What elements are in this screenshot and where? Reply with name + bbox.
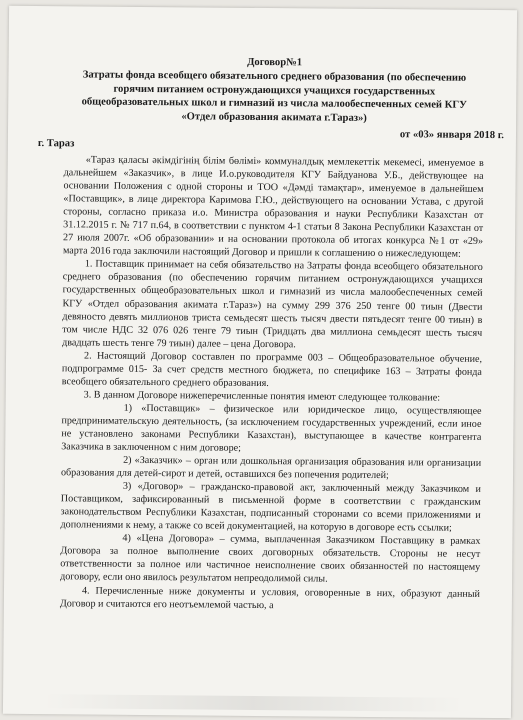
- clause-1: 1. Поставщик принимает на себя обязательство на Затраты фонда всеобщего обязательного среднего образования (по обеспечению горячим питанием остронуждающихся учащихся государственных общеобразовательных школ и гимназий из числа малообеспеченных семей КГУ «Отдел образования акимата г.Тараз») на сумму 299 376 250 тенге 00 тиын (Двести девяносто девять миллионов триста семьдесят шесть тысяч двести пятьдесят тенге 00 тиын) в том числе НДС 32 076 026 тенге 79 тиын (Тридцать два миллиона семьдесят шесть тысяч двадцать шесть тенге 79 тиын) далее – цена Договора.: [62, 258, 483, 350]
- contract-city: г. Тараз: [37, 138, 75, 150]
- definition-contract-price: 4) «Цена Договора» – сумма, выплаченная Заказчиком Поставщику в рамках Договора за полное выполнение своих договорных обязательств. Стороны не несут ответственности за полное или частичное неисполнение своих обязанностей по настоящему договору, если оно явилось результатом непреодолимой силы.: [60, 533, 481, 586]
- definition-contract: 3) «Договор» – гражданско-правовой акт, заключенный между Заказчиком и Поставщиком, зафиксированный в письменной форме в соответствии с гражданским законодательством Республики Казахстан, подписанный сторонами со всеми приложениями и дополнениями к нему, а также со всей документацией, на которую в договоре есть ссылки;: [60, 480, 481, 534]
- contract-date: от «03» января 2018 г.: [399, 129, 505, 142]
- clause-2: 2. Настоящий Договор составлен по программе 003 – Общеобразовательное обучение, подпрограмме 015- За счет средств местного бюджета, по специфике 163 – Затраты фонда всеобщего обязательного среднего образования.: [61, 350, 483, 389]
- contract-number: Договор№1: [247, 56, 303, 69]
- document-page: [3, 6, 517, 718]
- preamble-paragraph: «Тараз қаласы әкімдігінің білім бөлімі» коммуналдық мемлекеттік мекемесі, именуемое в дальнейшем «Заказчик», в лице И.о.руководителя КГУ Байдуанова У.Б., действующее на основании Положения с одной стороны и ТОО «Дәмді тамақтар», именуемое в дальнейшем «Поставщик», в лице директора Каримова Г.Ю., действующего на основании Устава, с другой стороны, согласно приказа и.о. Министра образования и науки Республики Казахстан от 31.12.2015 г. № 717 п.64, в соответствии с пунктом 4-1 статьи 8 Закона Республики Казахстан от 27 июля 2007г. «Об образовании» и на основании протокола об итогах конкурса №1 от «29» марта 2016 года заключили настоящий Договор и пришли к соглашению о нижеследующем:: [62, 154, 484, 261]
- definition-supplier: 1) «Поставщик» – физическое или юридическое лицо, осуществляющее предпринимательскую деятельность, (за исключением государственных учреждений, если иное не установлено законами Республики Казахстан), выступающее в качестве контрагента Заказчика в заключенном с ним договоре;: [61, 402, 482, 454]
- document-title: [64, 54, 485, 127]
- document-meta: [37, 123, 505, 157]
- contract-subject: Затраты фонда всеобщего обязательного среднего образования (по обеспечению горячим питанием остронуждающихся учащихся государственных общеобразовательных школ и гимназий из числа малообеспеченных семей КГУ «Отдел образования акимата г.Тараз»): [81, 69, 467, 125]
- clause-4: 4. Перечисленные ниже документы и условия, оговоренные в них, образуют данный Договор и считаются его неотъемлемой частью, а: [59, 584, 481, 611]
- clause-3: 3. В данном Договоре нижеперечисленные понятия имеют следующее толкование:: [83, 389, 441, 404]
- document-body: [60, 153, 484, 613]
- document-content: [37, 54, 505, 613]
- definition-customer: 2) «Заказчик» – орган или дошкольная организация образования или организации образования для детей-сирот и детей, оставшихся без попечения родителей;: [60, 454, 482, 482]
- scan-shadow: [43, 694, 463, 712]
